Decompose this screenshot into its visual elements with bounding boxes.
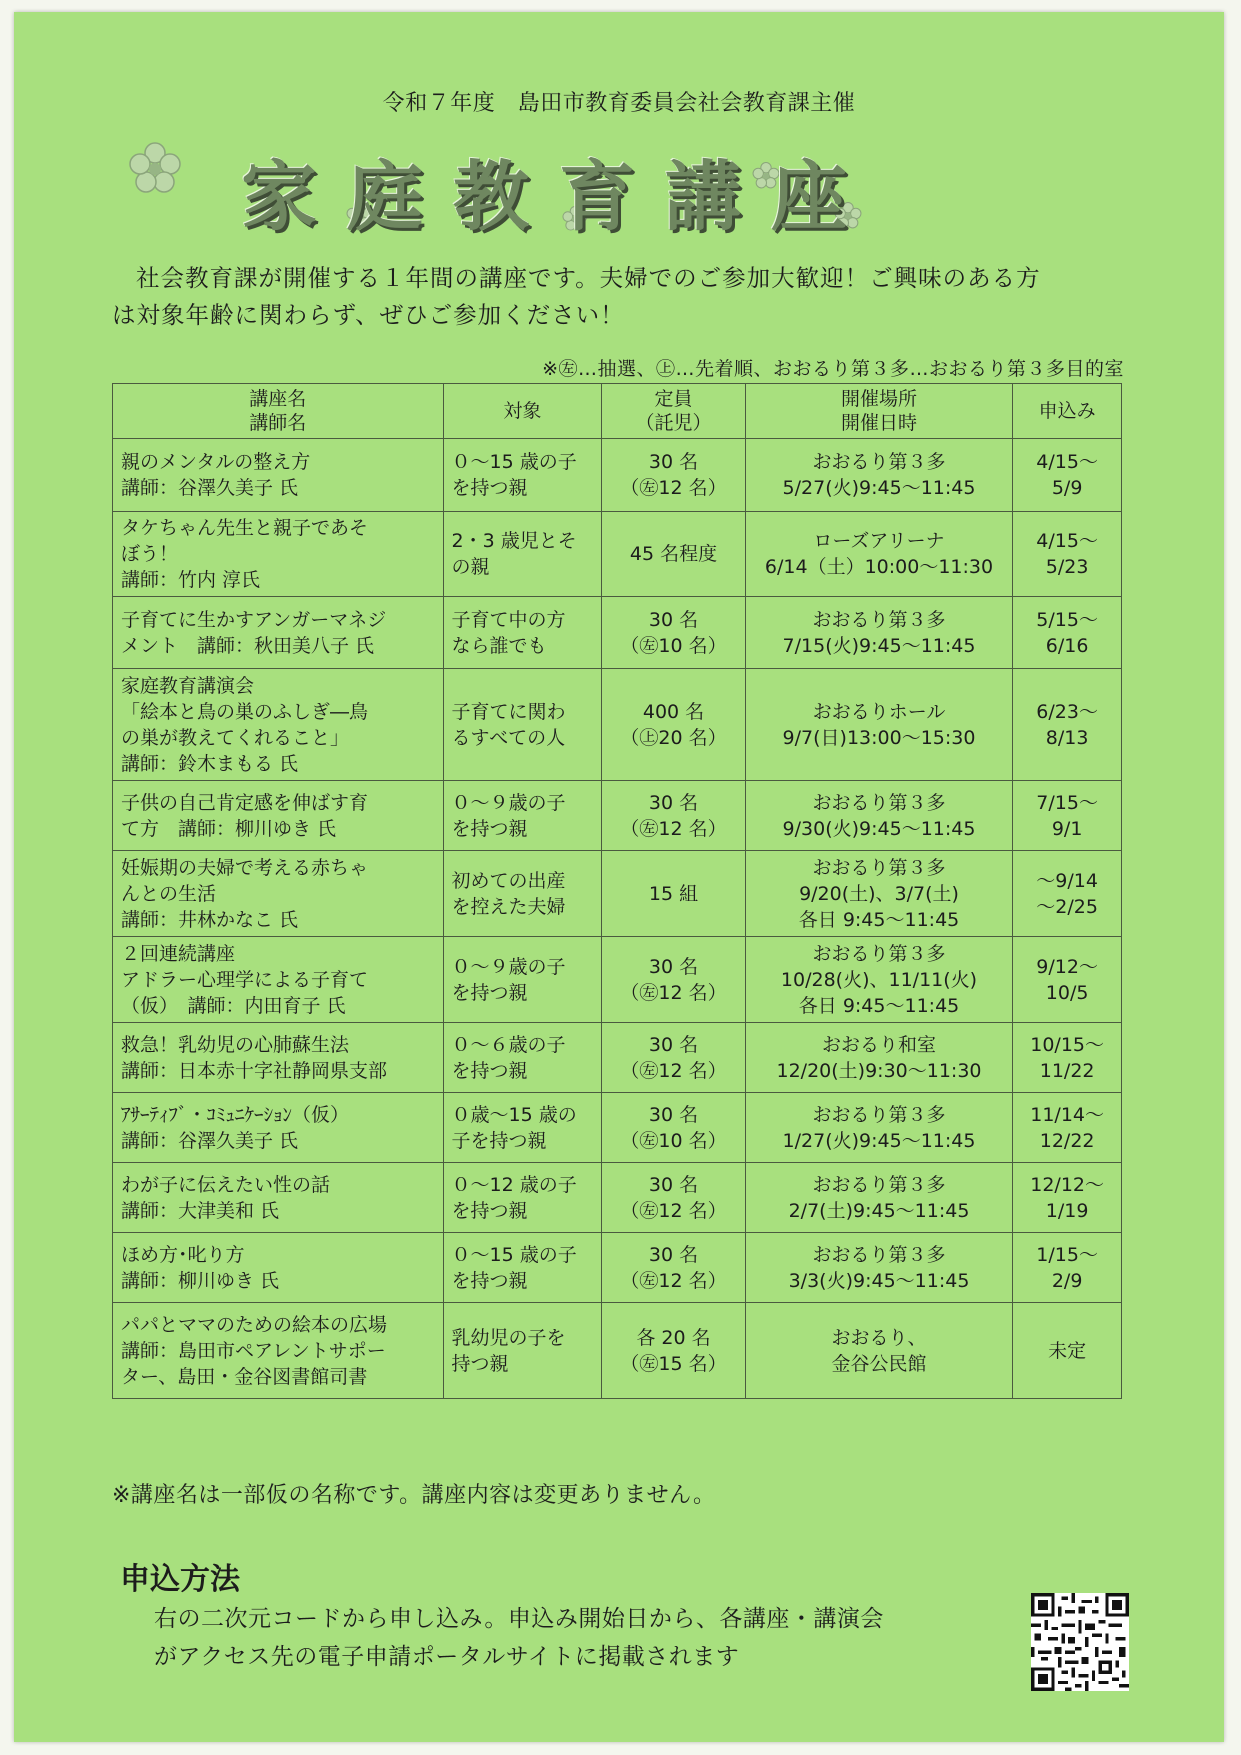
cell-apply-line: ～9/14 [1036,869,1098,892]
table-row [113,851,1122,937]
qr-code-icon[interactable] [1031,1593,1129,1691]
cell-apply-line: 未定 [1048,1339,1087,1362]
cell-course-name-line: ｱｻｰﾃｨﾌﾞ・ｺﾐｭﾆｹｰｼｮﾝ（仮） [121,1103,350,1126]
cell-course-name-line: 親のメンタルの整え方 [121,451,311,473]
cell-apply-line: 9/1 [1051,817,1083,840]
cell-target [443,1233,602,1303]
cell-target [443,937,602,1023]
cell-target [443,669,602,781]
cell-apply-line: 1/15～ [1036,1243,1098,1266]
intro-text [112,260,1122,334]
cell-course-name-line: ぼう！ [121,543,179,565]
cell-course-name-line: 講師：谷澤久美子 氏 [121,1129,299,1152]
cell-course-name-line: 妊娠期の夫婦で考える赤ちゃ [121,856,369,879]
cell-target [443,851,602,937]
cell-capacity [602,781,746,851]
cell-apply [1013,851,1122,937]
cell-course-name [113,439,444,512]
cell-target-line: を持つ親 [451,817,528,840]
table-row [113,1163,1122,1233]
cell-apply-line: 7/15～ [1036,791,1098,814]
cell-course-name-line: 「絵本と鳥の巣のふしぎ―鳥 [121,700,369,723]
cell-venue-line: 1/27(火)9:45～11:45 [782,1129,976,1152]
cell-target [443,781,602,851]
course-table-body [113,439,1122,1399]
cell-venue-line: 各日 9:45～11:45 [798,994,960,1017]
cell-apply-line: 5/9 [1051,477,1083,499]
cell-venue-line: 5/27(火)9:45～11:45 [782,477,976,499]
cell-course-name-line: 講師：大津美和 氏 [121,1199,280,1222]
cell-capacity-line: （㊧12 名） [620,817,727,840]
cell-target-line: ０～９歳の子 [451,955,566,978]
cell-venue [745,512,1012,597]
cell-venue-line: おおるり第３多 [812,856,946,879]
cell-apply [1013,1303,1122,1399]
cell-capacity [602,669,746,781]
cell-apply [1013,1023,1122,1093]
cell-capacity [602,597,746,669]
cell-course-name-line: ほめ方･叱り方 [121,1243,245,1266]
intro-line: 社会教育課が開催する１年間の講座です。夫婦でのご参加大歓迎！ご興味のある方 [136,264,1041,292]
cell-apply [1013,1163,1122,1233]
table-row [113,1093,1122,1163]
table-row [113,1233,1122,1303]
cell-venue [745,851,1012,937]
cell-target-line: を持つ親 [451,1269,528,1292]
header-capacity: 定員 （託児） [602,384,746,439]
cell-course-name [113,937,444,1023]
cell-course-name-line: パパとママのための絵本の広場 [121,1313,388,1336]
cell-capacity [602,1023,746,1093]
cell-venue [745,669,1012,781]
table-row [113,1303,1122,1399]
table-row [113,512,1122,597]
cell-venue-line: おおるり第３多 [812,451,946,473]
cell-venue-line: 2/7(土)9:45～11:45 [788,1199,970,1222]
cell-venue [745,597,1012,669]
cell-apply-line: 5/23 [1045,556,1089,578]
cell-venue-line: 7/15(火)9:45～11:45 [782,634,976,657]
header-target: 対象 [443,384,602,439]
table-row [113,781,1122,851]
cell-target-line: 子を持つ親 [451,1129,547,1152]
cell-course-name-line: 子供の自己肯定感を伸ばす育 [121,791,369,814]
cell-capacity-line: 45 名程度 [629,543,718,565]
cell-capacity-line: 400 名 [642,700,705,723]
cell-venue-line: 6/14（土）10:00～11:30 [764,556,994,578]
cell-course-name-line: 講師：日本赤十字社静岡県支部 [121,1059,388,1082]
cell-capacity [602,439,746,512]
cell-target-line: 2・3 歳児とそ [451,530,577,552]
cell-target-line: ０～15 歳の子 [451,451,577,473]
table-header-row [113,384,1122,439]
cell-target-line: ０～12 歳の子 [451,1173,577,1196]
cell-apply-line: 2/9 [1051,1269,1083,1292]
cell-venue-line: おおるり第３多 [812,942,946,965]
cell-course-name-line: タケちゃん先生と親子であそ [121,517,369,539]
cell-venue [745,1233,1012,1303]
cell-capacity-line: （㊧15 名） [620,1352,727,1375]
cell-apply-line: 12/22 [1039,1129,1095,1152]
cell-target-line: ０～９歳の子 [451,791,566,814]
cell-venue [745,1163,1012,1233]
how-line: 右の二次元コードから申し込み。申込み開始日から、各講座・講演会 [154,1606,884,1632]
cell-course-name [113,1303,444,1399]
cell-course-name [113,851,444,937]
cell-capacity-line: （㊧12 名） [620,1269,727,1292]
cell-course-name [113,1163,444,1233]
cell-venue-line: ローズアリーナ [813,530,945,552]
cell-venue-line: 3/3(火)9:45～11:45 [788,1269,970,1292]
organizer-line: 令和７年度 島田市教育委員会社会教育課主催 [382,91,856,116]
cell-capacity [602,1093,746,1163]
cell-venue-line: おおるり、 [831,1326,927,1349]
cell-apply-line: 4/15～ [1036,530,1098,552]
cell-capacity-line: 30 名 [648,955,699,978]
flyer-sheet [14,12,1224,1742]
cell-apply [1013,937,1122,1023]
cell-apply-line: 6/16 [1045,634,1089,657]
cell-venue [745,439,1012,512]
cell-course-name [113,1093,444,1163]
cell-target-line: 初めての出産 [451,869,566,892]
cell-apply-line: 11/14～ [1030,1103,1104,1126]
cell-apply-line: 9/12～ [1036,955,1098,978]
cell-capacity-line: （㊧12 名） [620,981,727,1004]
cell-capacity [602,1233,746,1303]
cell-course-name-line: 講師：柳川ゆき 氏 [121,1269,280,1292]
cell-capacity [602,1303,746,1399]
cell-course-name-line: の巣が教えてくれること」 [121,726,350,749]
cell-course-name-line: 家庭教育講演会 [121,674,255,697]
header-venue: 開催場所 開催日時 [745,384,1012,439]
cell-capacity-line: （㊤20 名） [620,726,727,749]
cell-course-name-line: ２回連続講座 [121,942,236,965]
cell-venue [745,1303,1012,1399]
cell-capacity-line: 30 名 [648,1033,699,1056]
table-row [113,937,1122,1023]
table-row [113,669,1122,781]
cell-target-line: の親 [451,556,490,578]
cell-apply-line: 10/15～ [1030,1033,1104,1056]
cell-target-line: を持つ親 [451,1199,528,1222]
cell-target-line: を控えた夫婦 [451,895,566,918]
cell-target [443,597,602,669]
cell-course-name-line: （仮） 講師：内田育子 氏 [121,994,346,1017]
cell-apply-line: 12/12～ [1030,1173,1104,1196]
cell-venue-line: おおるり第３多 [812,791,946,814]
cell-apply-line: 11/22 [1039,1059,1095,1082]
cell-course-name [113,1233,444,1303]
cell-course-name [113,597,444,669]
cell-target [443,1303,602,1399]
cell-apply-line: 4/15～ [1036,451,1098,473]
cell-venue [745,937,1012,1023]
cell-target-line: なら誰でも [451,634,547,657]
cell-capacity-line: 30 名 [648,791,699,814]
cell-course-name [113,669,444,781]
application-method-text [154,1600,974,1676]
cell-target-line: 子育てに関わ [451,700,566,723]
cell-venue-line: 9/7(日)13:00～15:30 [782,726,976,749]
cell-venue [745,1023,1012,1093]
cell-target [443,512,602,597]
cell-venue-line: おおるり第３多 [812,1103,946,1126]
cell-apply [1013,669,1122,781]
cell-course-name-line: 講師：鈴木まもる 氏 [121,752,299,775]
intro-line: は対象年齢に関わらず、ぜひご参加ください！ [112,301,625,329]
cell-capacity-line: 15 組 [648,882,699,905]
cell-venue-line: おおるり第３多 [812,1243,946,1266]
cell-capacity-line: （㊧10 名） [620,1129,727,1152]
cell-venue-line: おおるり第３多 [812,608,946,631]
cell-capacity-line: 30 名 [648,608,699,631]
cell-target-line: 乳幼児の子を [451,1326,566,1349]
cell-course-name-line: ター、島田・金谷図書館司書 [121,1365,368,1388]
cell-course-name-line: メント 講師：秋田美八子 氏 [121,634,375,657]
cell-apply [1013,439,1122,512]
cell-capacity-line: （㊧12 名） [620,477,727,499]
cell-venue-line: 9/20(土)、3/7(土) [799,882,959,905]
cell-course-name-line: 講師：谷澤久美子 氏 [121,477,299,499]
header-name: 講座名 講師名 [113,384,444,439]
cell-target-line: ０歳～15 歳の [451,1103,577,1126]
cell-capacity [602,851,746,937]
cell-course-name [113,781,444,851]
cell-target [443,1093,602,1163]
cell-course-name-line: んとの生活 [121,882,217,905]
cell-apply-line: 5/15～ [1036,608,1098,631]
cell-capacity-line: 30 名 [648,1243,699,1266]
cell-capacity-line: 30 名 [648,451,699,473]
cell-capacity-line: 30 名 [648,1103,699,1126]
table-row [113,597,1122,669]
legend-note: ※㊧…抽選、㊤…先着順、おおるり第３多…おおるり第３多目的室 [542,358,1124,380]
course-table [112,383,1122,1399]
cell-target-line: るすべての人 [451,726,566,749]
cell-target-line: 子育て中の方 [451,608,566,631]
cell-course-name-line: 子育てに生かすアンガーマネジ [121,608,387,631]
cell-apply-line: 8/13 [1045,726,1089,749]
cell-apply-line: 6/23～ [1036,700,1098,723]
page-title: 家庭教育講座 [241,152,877,241]
application-method-title: 申込方法 [120,1562,240,1597]
cell-venue-line: 9/30(火)9:45～11:45 [782,817,976,840]
cell-apply [1013,597,1122,669]
cell-target-line: ０～15 歳の子 [451,1243,577,1266]
cell-apply-line: ～2/25 [1036,895,1098,918]
cell-venue-line: 各日 9:45～11:45 [798,908,960,931]
cell-capacity [602,1163,746,1233]
cell-capacity [602,937,746,1023]
cell-course-name [113,1023,444,1093]
cell-course-name [113,512,444,597]
cell-capacity-line: 30 名 [648,1173,699,1196]
cell-target [443,1163,602,1233]
cell-apply-line: 1/19 [1045,1199,1089,1222]
cell-venue [745,1093,1012,1163]
cell-venue-line: 10/28(火)、11/11(火) [780,968,978,991]
cell-apply-line: 10/5 [1045,981,1089,1004]
cell-course-name-line: 講師：竹内 淳氏 [121,569,261,591]
cell-apply [1013,1093,1122,1163]
cell-course-name-line: アドラー心理学による子育て [121,968,369,991]
how-line: がアクセス先の電子申請ポータルサイトに掲載されます [154,1644,740,1670]
header-apply: 申込み [1013,384,1122,439]
cell-apply [1013,512,1122,597]
footnote: ※講座名は一部仮の名称です。講座内容は変更ありません。 [112,1483,716,1508]
cell-apply [1013,781,1122,851]
cell-course-name-line: 講師：井林かなこ 氏 [121,908,299,931]
cell-apply [1013,1233,1122,1303]
cell-capacity-line: （㊧10 名） [620,634,727,657]
cell-target [443,1023,602,1093]
cell-venue-line: おおるり第３多 [812,1173,946,1196]
cell-course-name-line: 講師：島田市ペアレントサポー [121,1339,386,1362]
cell-target [443,439,602,512]
cell-venue-line: おおるり和室 [822,1033,937,1056]
cell-target-line: ０～６歳の子 [451,1033,566,1056]
table-row [113,439,1122,512]
cell-course-name-line: 救急！乳幼児の心肺蘇生法 [121,1033,350,1056]
cell-capacity-line: （㊧12 名） [620,1059,727,1082]
cell-capacity [602,512,746,597]
cell-venue [745,781,1012,851]
cell-target-line: を持つ親 [451,981,528,1004]
cell-target-line: を持つ親 [451,477,528,499]
cell-venue-line: おおるりホール [812,700,946,723]
cell-target-line: を持つ親 [451,1059,528,1082]
table-row [113,1023,1122,1093]
title-banner [124,128,994,246]
cell-capacity-line: （㊧12 名） [620,1199,727,1222]
cell-course-name-line: わが子に伝えたい性の話 [121,1173,331,1196]
cell-course-name-line: て方 講師：柳川ゆき 氏 [121,817,337,840]
cell-venue-line: 金谷公民館 [831,1352,927,1375]
cell-capacity-line: 各 20 名 [636,1326,711,1349]
cell-target-line: 持つ親 [451,1352,509,1375]
cell-venue-line: 12/20(土)9:30～11:30 [776,1059,982,1082]
